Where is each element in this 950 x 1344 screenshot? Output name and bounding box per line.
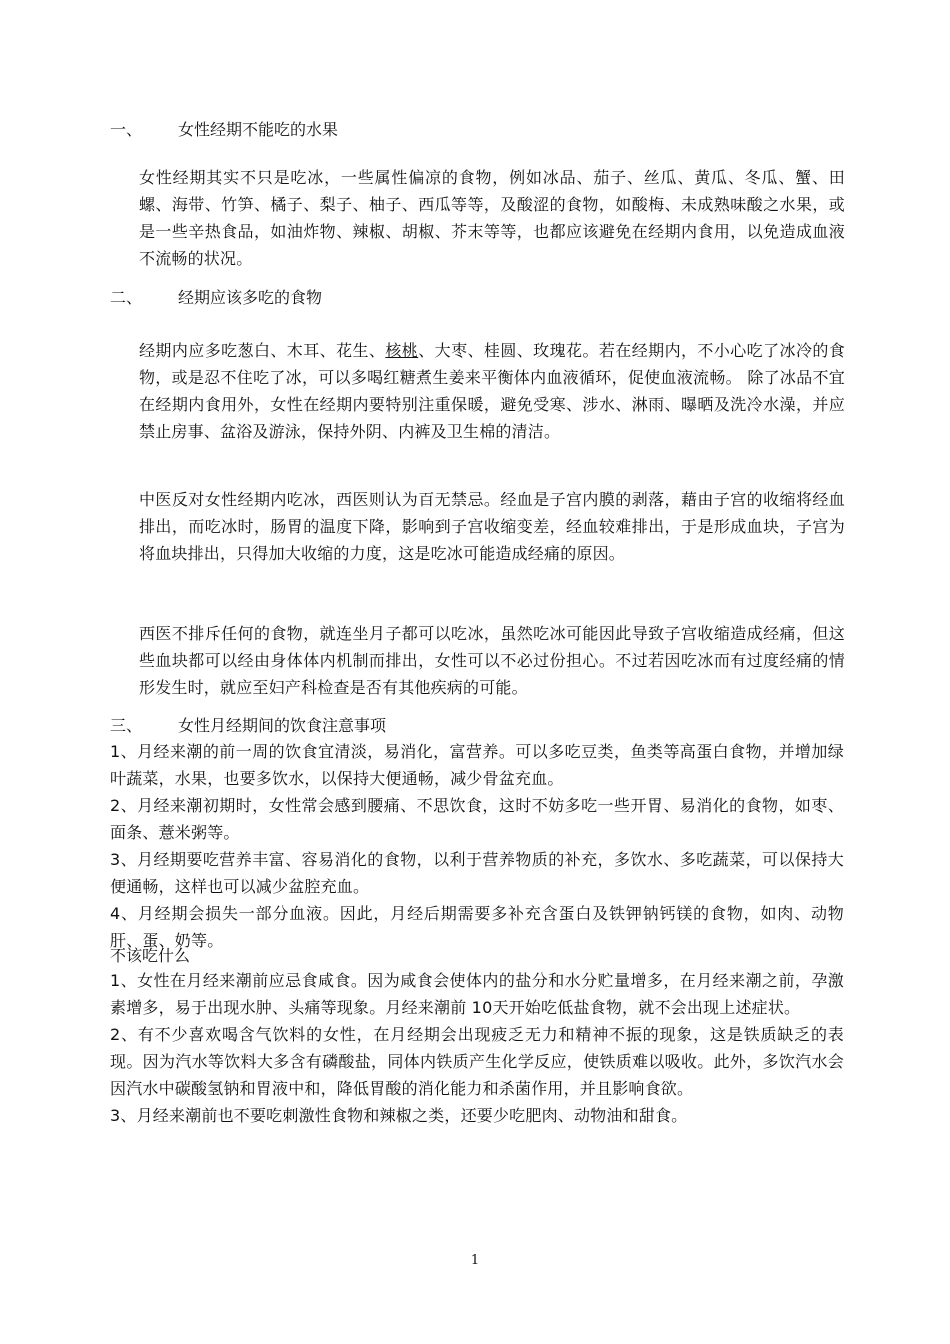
list-item: 4、月经期会损失一部分血液。因此，月经后期需要多补充含蛋白及铁钾钠钙镁的食物，如肉、动物肝、蛋、奶等。 bbox=[110, 904, 844, 950]
section-1-heading bbox=[110, 118, 338, 142]
list-item: 1、月经来潮的前一周的饮食宜清淡，易消化，富营养。可以多吃豆类，鱼类等高蛋白食物，并增加绿叶蔬菜，水果，也要多饮水，以保持大便通畅，减少骨盆充血。 bbox=[110, 742, 844, 788]
avoid-heading: 不该吃什么 bbox=[110, 946, 191, 965]
walnut-link[interactable]: 核桃 bbox=[385, 341, 419, 360]
paragraph-text: 、大枣、桂圆、玫瑰花。若在经期内，不小心吃了冰冷的食物，或是忍不住吃了冰，可以多喝红糖煮生姜来平衡体内血液循环，促使血液流畅。 除了冰品不宜在经期内食用外，女性在经期内要特别注重保暖，避免受寒、涉水、淋雨、曝晒及洗冷水澡，并应禁止房事、盆浴及游泳，保持外阴、内裤及卫生棉的清洁。 bbox=[139, 341, 845, 441]
list-item: 3、月经来潮前也不要吃刺激性食物和辣椒之类，还要少吃肥肉、动物油和甜食。 bbox=[110, 1106, 688, 1125]
section-1-paragraph: 女性经期其实不只是吃冰，一些属性偏凉的食物，例如冰品、茄子、丝瓜、黄瓜、冬瓜、蟹、田螺、海带、竹笋、橘子、梨子、柚子、西瓜等等，及酸涩的食物，如酸梅、未成熟味酸之水果，或是一些辛热食品，如油炸物、辣椒、胡椒、芥末等等，也都应该避免在经期内食用，以免造成血液不流畅的状况。 bbox=[139, 168, 845, 268]
section-2-paragraph-1 bbox=[139, 337, 845, 445]
section-2-paragraph-3: 西医不排斥任何的食物，就连坐月子都可以吃冰，虽然吃冰可能因此导致子宫收缩造成经痛，但这些血块都可以经由身体体内机制而排出，女性可以不必过份担心。不过若因吃冰而有过度经痛的情形发生时，就应至妇产科检查是否有其他疾病的可能。 bbox=[139, 624, 845, 697]
section-3-list bbox=[110, 738, 844, 954]
section-2-paragraph-2: 中医反对女性经期内吃冰，西医则认为百无禁忌。经血是子宫内膜的剥落，藉由子宫的收缩将经血排出，而吃冰时，肠胃的温度下降，影响到子宫收缩变差，经血较难排出，于是形成血块，子宫为将血块排出，只得加大收缩的力度，这是吃冰可能造成经痛的原因。 bbox=[139, 490, 845, 563]
section-1-number: 一、 bbox=[110, 120, 143, 139]
list-item: 3、月经期要吃营养丰富、容易消化的食物，以利于营养物质的补充，多饮水、多吃蔬菜，可以保持大便通畅，这样也可以减少盆腔充血。 bbox=[110, 850, 844, 896]
section-2-number: 二、 bbox=[110, 288, 143, 307]
paragraph-text: 经期内应多吃葱白、木耳、花生、 bbox=[139, 341, 386, 360]
section-3-title: 女性月经期间的饮食注意事项 bbox=[178, 716, 387, 735]
section-3-heading bbox=[110, 714, 386, 738]
section-1-title: 女性经期不能吃的水果 bbox=[178, 120, 339, 139]
avoid-list bbox=[110, 967, 844, 1129]
page-number: 1 bbox=[470, 1253, 480, 1268]
section-2-title: 经期应该多吃的食物 bbox=[178, 288, 323, 307]
list-item: 1、女性在月经来潮前应忌食咸食。因为咸食会使体内的盐分和水分贮量增多，在月经来潮之前，孕激素增多，易于出现水肿、头痛等现象。月经来潮前 10天开始吃低盐食物，就不会出现上述症状。 bbox=[110, 971, 844, 1017]
section-3-number: 三、 bbox=[110, 716, 143, 735]
list-item: 2、月经来潮初期时，女性常会感到腰痛、不思饮食，这时不妨多吃一些开胃、易消化的食物，如枣、面条、薏米粥等。 bbox=[110, 796, 844, 842]
list-item: 2、有不少喜欢喝含气饮料的女性，在月经期会出现疲乏无力和精神不振的现象，这是铁质缺乏的表现。因为汽水等饮料大多含有磷酸盐，同体内铁质产生化学反应，使铁质难以吸收。此外，多饮汽水会因汽水中碳酸氢钠和胃液中和，降低胃酸的消化能力和杀菌作用，并且影响食欲。 bbox=[110, 1025, 844, 1098]
section-2-heading bbox=[110, 286, 322, 310]
